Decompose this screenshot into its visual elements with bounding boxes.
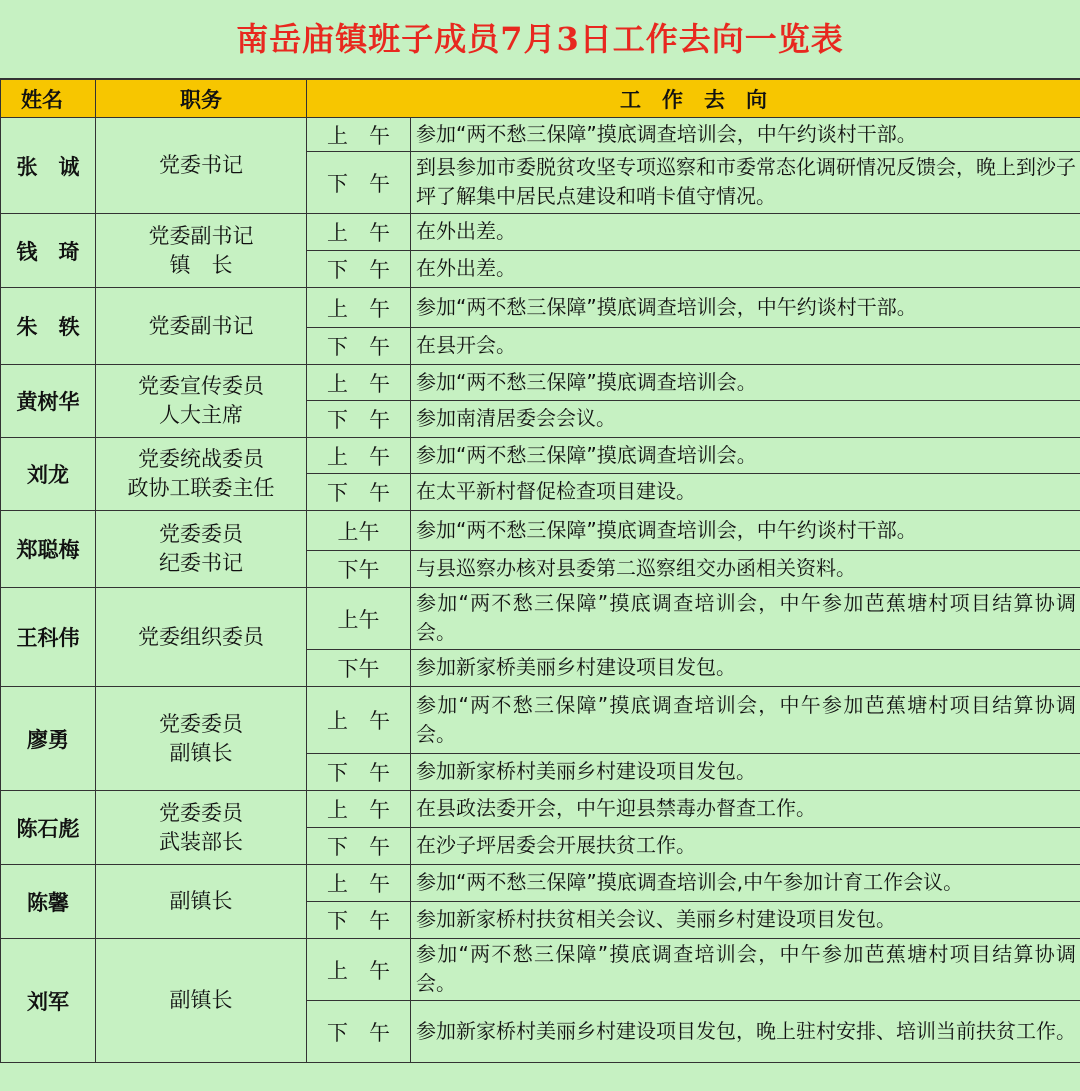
work-detail: 在外出差。 <box>411 251 1080 288</box>
duty-line: 党委组织委员 <box>138 624 264 649</box>
table-header-row <box>1 80 1080 118</box>
table-row <box>1 438 1080 474</box>
member-name: 刘军 <box>1 939 96 1063</box>
duty-line: 党委副书记 <box>148 313 254 338</box>
table-row <box>1 365 1080 401</box>
work-detail: 在外出差。 <box>411 214 1080 251</box>
table-row <box>1 687 1080 754</box>
time-period: 上 午 <box>307 687 411 754</box>
time-period: 下 午 <box>307 251 411 288</box>
table-row <box>1 288 1080 328</box>
time-period: 上 午 <box>307 939 411 1001</box>
member-duty <box>96 865 307 939</box>
work-detail: 参加“两不愁三保障”摸底调查培训会，中午参加芭蕉塘村项目结算协调会。 <box>411 588 1080 650</box>
work-detail: 在沙子坪居委会开展扶贫工作。 <box>411 828 1080 865</box>
schedule-table <box>0 79 1080 1063</box>
duty-line: 党委委员 <box>159 800 243 825</box>
member-name: 黄树华 <box>1 365 96 438</box>
member-name: 陈石彪 <box>1 791 96 865</box>
member-name: 廖勇 <box>1 687 96 791</box>
time-period: 上午 <box>307 588 411 650</box>
time-period: 下 午 <box>307 902 411 939</box>
table-row <box>1 791 1080 828</box>
member-name: 朱 轶 <box>1 288 96 365</box>
member-duty <box>96 118 307 214</box>
work-detail: 参加新家桥村美丽乡村建设项目发包，晚上驻村安排、培训当前扶贫工作。 <box>411 1001 1080 1063</box>
time-period: 下 午 <box>307 828 411 865</box>
table-row <box>1 214 1080 251</box>
duty-line: 政协工联委主任 <box>127 476 275 500</box>
member-duty <box>96 791 307 865</box>
member-duty <box>96 939 307 1063</box>
time-period: 下午 <box>307 551 411 588</box>
work-detail: 与县巡察办核对县委第二巡察组交办函相关资料。 <box>411 551 1080 588</box>
member-duty <box>96 687 307 791</box>
work-detail: 参加“两不愁三保障”摸底调查培训会，中午约谈村干部。 <box>411 288 1080 328</box>
member-name: 钱 琦 <box>1 214 96 288</box>
time-period: 下 午 <box>307 1001 411 1063</box>
duty-line: 党委委员 <box>159 522 243 546</box>
time-period: 上午 <box>307 511 411 551</box>
work-detail: 参加新家桥村美丽乡村建设项目发包。 <box>411 754 1080 791</box>
work-detail: 参加“两不愁三保障”摸底调查培训会，中午约谈村干部。 <box>411 118 1080 152</box>
member-duty <box>96 588 307 687</box>
time-period: 下午 <box>307 650 411 687</box>
duty-line: 纪委书记 <box>159 551 243 575</box>
time-period: 下 午 <box>307 474 411 511</box>
duty-line: 副镇长 <box>169 740 233 765</box>
time-period: 上 午 <box>307 365 411 401</box>
time-period: 下 午 <box>307 152 411 214</box>
time-period: 下 午 <box>307 754 411 791</box>
work-detail: 参加新家桥美丽乡村建设项目发包。 <box>411 650 1080 687</box>
table-row <box>1 939 1080 1001</box>
work-detail: 在县开会。 <box>411 328 1080 365</box>
time-period: 上 午 <box>307 865 411 902</box>
work-detail: 参加“两不愁三保障”摸底调查培训会。 <box>411 438 1080 474</box>
time-period: 上 午 <box>307 118 411 152</box>
member-name: 张 诚 <box>1 118 96 214</box>
time-period: 下 午 <box>307 401 411 438</box>
duty-line: 副镇长 <box>169 889 233 913</box>
work-detail: 参加“两不愁三保障”摸底调查培训会,中午参加计育工作会议。 <box>411 865 1080 902</box>
header-name: 姓名 <box>1 80 96 118</box>
member-duty <box>96 511 307 588</box>
work-detail: 参加“两不愁三保障”摸底调查培训会。 <box>411 365 1080 401</box>
work-detail: 在太平新村督促检查项目建设。 <box>411 474 1080 511</box>
work-detail: 参加“两不愁三保障”摸底调查培训会，中午参加芭蕉塘村项目结算协调会。 <box>411 687 1080 754</box>
duty-line: 党委书记 <box>159 153 243 177</box>
member-name: 刘龙 <box>1 438 96 511</box>
member-name: 王科伟 <box>1 588 96 687</box>
time-period: 上 午 <box>307 791 411 828</box>
table-row <box>1 588 1080 650</box>
work-detail: 到县参加市委脱贫攻坚专项巡察和市委常态化调研情况反馈会，晚上到沙子坪了解集中居民点建设和哨卡值守情况。 <box>411 152 1080 214</box>
member-duty <box>96 438 307 511</box>
time-period: 下 午 <box>307 328 411 365</box>
duty-line: 镇 长 <box>169 252 233 277</box>
header-whereabouts: 工 作 去 向 <box>307 80 1080 118</box>
table-row <box>1 118 1080 152</box>
work-detail: 在县政法委开会，中午迎县禁毒办督查工作。 <box>411 791 1080 828</box>
work-detail: 参加南清居委会会议。 <box>411 401 1080 438</box>
page-title: 南岳庙镇班子成员7月3日工作去向一览表 <box>0 0 1080 79</box>
table-row <box>1 865 1080 902</box>
duty-line: 党委宣传委员 <box>138 374 264 398</box>
member-duty <box>96 288 307 365</box>
duty-line: 党委统战委员 <box>138 447 264 471</box>
header-duty: 职务 <box>96 80 307 118</box>
duty-line: 武装部长 <box>159 829 243 854</box>
work-detail: 参加“两不愁三保障”摸底调查培训会，中午约谈村干部。 <box>411 511 1080 551</box>
member-name: 郑聪梅 <box>1 511 96 588</box>
time-period: 上 午 <box>307 214 411 251</box>
time-period: 上 午 <box>307 438 411 474</box>
work-detail: 参加“两不愁三保障”摸底调查培训会，中午参加芭蕉塘村项目结算协调会。 <box>411 939 1080 1001</box>
member-name: 陈馨 <box>1 865 96 939</box>
duty-line: 人大主席 <box>159 403 243 427</box>
table-row <box>1 511 1080 551</box>
work-detail: 参加新家桥村扶贫相关会议、美丽乡村建设项目发包。 <box>411 902 1080 939</box>
duty-line: 党委委员 <box>159 711 243 736</box>
duty-line: 党委副书记 <box>148 223 254 248</box>
member-duty <box>96 214 307 288</box>
member-duty <box>96 365 307 438</box>
time-period: 上 午 <box>307 288 411 328</box>
duty-line: 副镇长 <box>169 988 233 1012</box>
